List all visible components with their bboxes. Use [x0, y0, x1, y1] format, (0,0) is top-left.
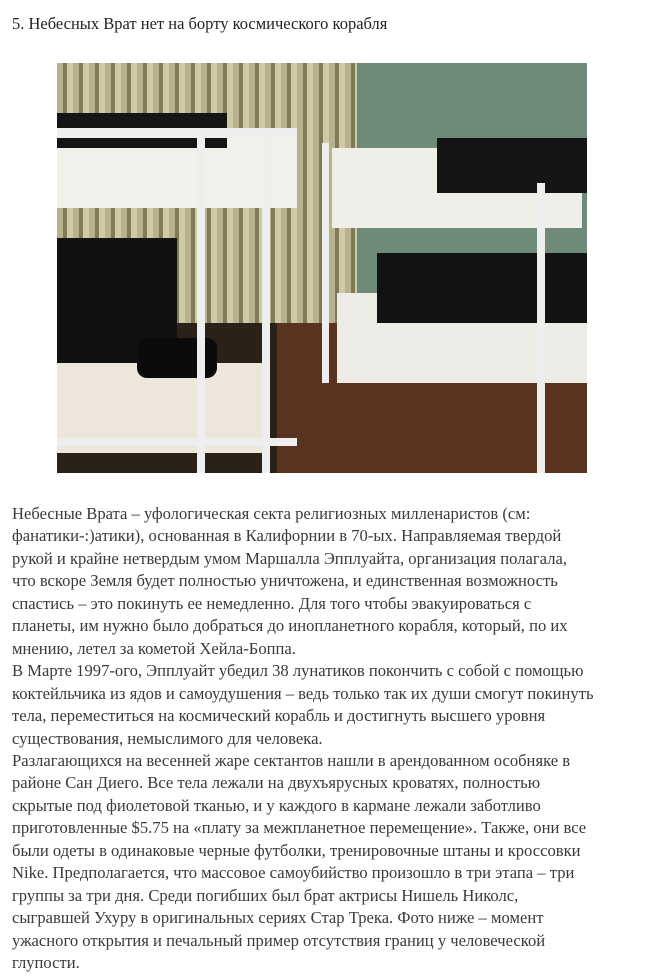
- text-line: Разлагающихся на весенней жаре сектантов нашли в арендованном особняке в: [12, 750, 571, 770]
- text-line: спастись – это покинуть ее немедленно. Для того чтобы эвакуироваться с: [12, 593, 532, 613]
- text-line: сыгравшей Ухуру в оригинальных сериях Стар Трека. Фото ниже – момент: [12, 908, 544, 928]
- text-line: Nike. Предполагается, что массовое самоубийство произошло в три этапа – три: [12, 863, 575, 883]
- article-body: [12, 503, 642, 975]
- text-line: скрытые под фиолетовой тканью, и у каждого в кармане лежали заботливо: [12, 795, 541, 815]
- text-line: мнению, летел за кометой Хейла-Боппа.: [12, 638, 296, 658]
- text-line: планеты, им нужно было добраться до инопланетного корабля, который, по их: [12, 616, 568, 636]
- bunk-beds-photo: [57, 63, 587, 473]
- text-line: рукой и крайне нетвердым умом Маршалла Эпплуайта, организация полагала,: [12, 548, 567, 568]
- text-line: В Марте 1997-ого, Эпплуайт убедил 38 лунатиков покончить с собой с помощью: [12, 661, 584, 681]
- text-line: группы за три дня. Среди погибших был брат актрисы Нишель Николс,: [12, 885, 519, 905]
- paragraph-1: [12, 503, 642, 660]
- text-line: тела, переместиться на космический корабль и достигнуть высшего уровня: [12, 706, 546, 726]
- text-line: что вскоре Земля будет полностью уничтожена, и единственная возможность: [12, 571, 558, 591]
- text-line: коктейльчика из ядов и самоудушения – ведь только так их души смогут покинуть: [12, 683, 594, 703]
- text-line: приготовленные $5.75 на «плату за межпланетное перемещение». Также, они все: [12, 818, 587, 838]
- text-line: были одеты в одинаковые черные футболки, тренировочные штаны и кроссовки: [12, 840, 581, 860]
- text-line: районе Сан Диего. Все тела лежали на двухъярусных кроватях, полностью: [12, 773, 541, 793]
- text-line: ужасного открытия и печальный пример отсутствия границ у человеческой: [12, 930, 546, 950]
- text-line: фанатики-:)атики), основанная в Калифорнии в 70-ых. Направляемая твердой: [12, 526, 562, 546]
- text-line: Небесные Врата – уфологическая секта религиозных милленаристов (см:: [12, 504, 531, 523]
- paragraph-2: [12, 660, 642, 750]
- section-heading: 5. Небесных Врат нет на борту космического корабля: [12, 14, 388, 33]
- paragraph-3: [12, 750, 642, 975]
- text-line: существования, немыслимого для человека.: [12, 728, 323, 748]
- text-line: глупости.: [12, 953, 80, 973]
